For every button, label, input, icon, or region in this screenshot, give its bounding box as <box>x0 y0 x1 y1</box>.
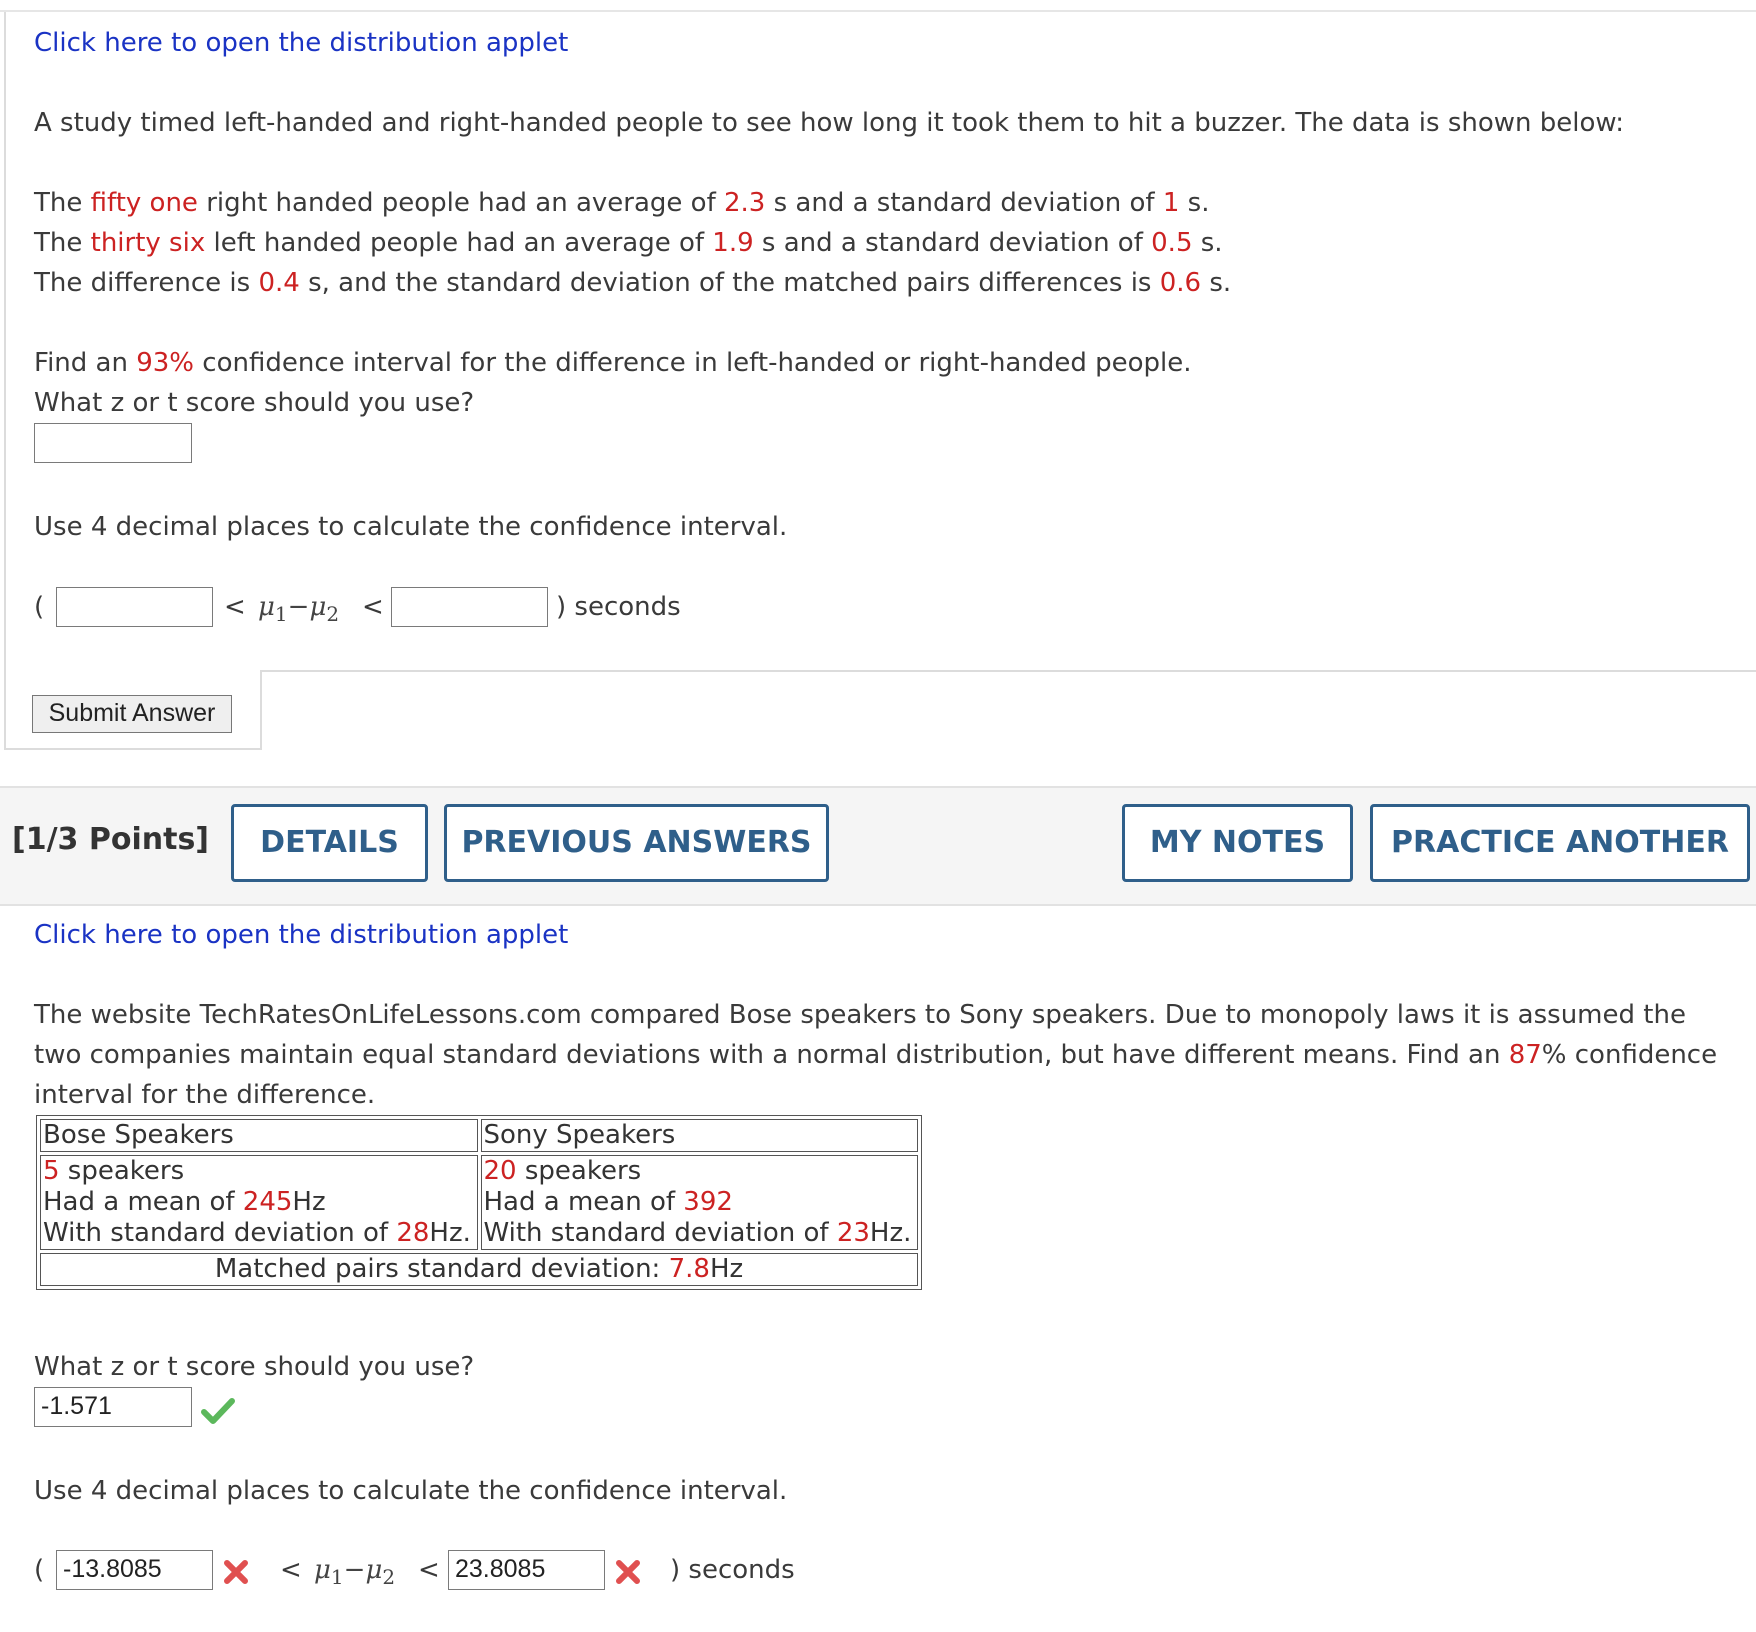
question-1-border <box>4 12 6 750</box>
upper-bound-input[interactable]: 23.8085 <box>448 1550 605 1590</box>
checkmark-icon <box>200 1396 236 1426</box>
applet-link[interactable]: Click here to open the distribution applet <box>34 28 569 58</box>
score-prompt: What z or t score should you use? <box>34 1352 475 1382</box>
question-1-border-notch <box>260 670 262 750</box>
speaker-data-table <box>36 1115 922 1290</box>
question-1-border-bottom <box>4 748 262 750</box>
right-handed-line: The fifty one right handed people had an average of 2.3 s and a standard deviation of 1 s. <box>34 188 1210 218</box>
x-mark-icon <box>614 1558 642 1586</box>
previous-answers-button[interactable]: PREVIOUS ANSWERS <box>444 804 829 882</box>
upper-bound-input[interactable] <box>391 587 548 627</box>
score-input[interactable] <box>34 423 192 463</box>
paren-open: ( <box>34 1555 45 1585</box>
less-than-symbol: < <box>224 592 246 622</box>
sony-header: Sony Speakers <box>481 1119 919 1152</box>
matched-pairs-cell: Matched pairs standard deviation: 7.8Hz <box>40 1253 918 1286</box>
lower-bound-input[interactable] <box>56 587 213 627</box>
details-button[interactable]: DETAILS <box>231 804 428 882</box>
my-notes-button[interactable]: MY NOTES <box>1122 804 1353 882</box>
points-label: [1/3 Points] <box>12 822 210 857</box>
less-than-symbol: < <box>362 592 384 622</box>
difference-line: The difference is 0.4 s, and the standard deviation of the matched pairs differences is 0.6 s. <box>34 268 1232 298</box>
units-label: ) seconds <box>556 592 681 622</box>
units-label: ) seconds <box>670 1555 795 1585</box>
less-than-symbol: < <box>280 1555 302 1585</box>
decimal-note: Use 4 decimal places to calculate the confidence interval. <box>34 512 788 542</box>
score-input[interactable]: -1.571 <box>34 1387 192 1427</box>
mu-difference: $\mu_1-\mu_2$ <box>314 1555 396 1590</box>
bose-stats-cell: 5 speakers Had a mean of 245Hz With standard deviation of 28Hz. <box>40 1155 478 1250</box>
mu-difference: $\mu_1-\mu_2$ <box>258 592 340 627</box>
score-prompt: What z or t score should you use? <box>34 388 475 418</box>
question-2-intro-line-3: interval for the difference. <box>34 1080 376 1110</box>
question-1-divider <box>260 670 1756 672</box>
top-divider <box>0 10 1756 12</box>
sony-stats-cell: 20 speakers Had a mean of 392 With standard deviation of 23Hz. <box>481 1155 919 1250</box>
applet-link[interactable]: Click here to open the distribution applet <box>34 920 569 950</box>
paren-open: ( <box>34 592 45 622</box>
find-interval-line: Find an 93% confidence interval for the difference in left-handed or right-handed people. <box>34 348 1192 378</box>
question-2-intro-line-2: two companies maintain equal standard deviations with a normal distribution, but have different means. Find an 87% confidence <box>34 1040 1718 1070</box>
less-than-symbol: < <box>418 1555 440 1585</box>
question-2-intro-line-1: The website TechRatesOnLifeLessons.com compared Bose speakers to Sony speakers. Due to monopoly laws it is assumed the <box>34 1000 1686 1030</box>
practice-another-button[interactable]: PRACTICE ANOTHER <box>1370 804 1750 882</box>
submit-answer-button[interactable]: Submit Answer <box>32 695 232 733</box>
bose-header: Bose Speakers <box>40 1119 478 1152</box>
decimal-note: Use 4 decimal places to calculate the confidence interval. <box>34 1476 788 1506</box>
lower-bound-input[interactable]: -13.8085 <box>56 1550 213 1590</box>
left-handed-line: The thirty six left handed people had an average of 1.9 s and a standard deviation of 0.5 s. <box>34 228 1223 258</box>
question-1-intro: A study timed left-handed and right-handed people to see how long it took them to hit a buzzer. The data is shown below: <box>34 108 1625 138</box>
x-mark-icon <box>222 1558 250 1586</box>
